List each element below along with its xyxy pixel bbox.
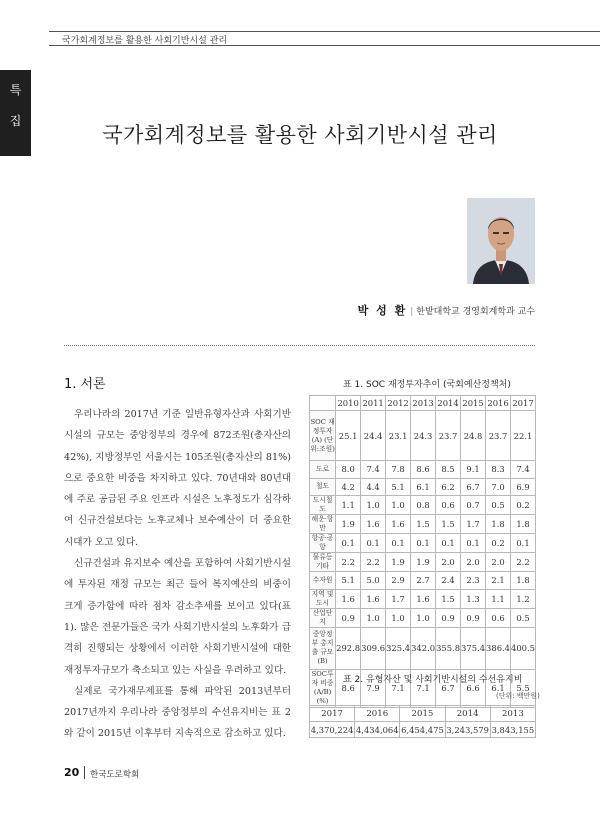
table-cell: 1.9 bbox=[411, 553, 436, 572]
table1-row-label: SOC 재정투자(A) (단위:조원) bbox=[310, 411, 336, 461]
table-cell: 0.9 bbox=[436, 608, 461, 627]
table-row bbox=[310, 627, 536, 669]
table-cell: 9.1 bbox=[461, 461, 486, 479]
table-cell: 5.1 bbox=[336, 572, 361, 590]
table1-year: 2016 bbox=[486, 396, 511, 411]
table-cell: 24.8 bbox=[461, 411, 486, 461]
table-cell: 2.4 bbox=[436, 572, 461, 590]
table-cell: 1.0 bbox=[361, 608, 386, 627]
page-title: 국가회계정보를 활용한 사회기반시설 관리 bbox=[102, 123, 498, 147]
table-cell: 1.0 bbox=[411, 608, 436, 627]
table-cell: 6.7 bbox=[461, 478, 486, 496]
author-photo bbox=[467, 198, 535, 284]
table-cell: 6.1 bbox=[486, 669, 511, 707]
table-cell: 2.2 bbox=[511, 553, 536, 572]
table-cell: 2.0 bbox=[486, 553, 511, 572]
table-cell: 5.1 bbox=[386, 478, 411, 496]
table-cell: 309.6 bbox=[361, 627, 386, 669]
table-cell: 22.1 bbox=[511, 411, 536, 461]
table-cell: 0.9 bbox=[461, 608, 486, 627]
table-cell: 1.5 bbox=[436, 515, 461, 534]
table-cell: 2.0 bbox=[436, 553, 461, 572]
table-cell: 375.4 bbox=[461, 627, 486, 669]
body-text bbox=[64, 404, 291, 745]
table-cell: 6.7 bbox=[436, 669, 461, 707]
table-cell: 6,454,475 bbox=[400, 722, 445, 738]
table-cell: 5.0 bbox=[361, 572, 386, 590]
table-cell: 7.0 bbox=[486, 478, 511, 496]
page-number: 20 bbox=[64, 766, 80, 779]
table-cell: 23.1 bbox=[386, 411, 411, 461]
table-cell: 0.6 bbox=[436, 496, 461, 515]
table-cell: 8.6 bbox=[336, 669, 361, 707]
table1-row-label: 물류등 기타 bbox=[310, 553, 336, 572]
table-cell: 1.6 bbox=[361, 589, 386, 608]
table-row bbox=[310, 478, 536, 496]
table-cell: 8.0 bbox=[336, 461, 361, 479]
table-cell: 4,370,224 bbox=[310, 722, 355, 738]
table-cell: 4.2 bbox=[336, 478, 361, 496]
table-cell: 25.1 bbox=[336, 411, 361, 461]
table-cell: 7.4 bbox=[511, 461, 536, 479]
table-row bbox=[310, 496, 536, 515]
table-cell: 0.1 bbox=[511, 534, 536, 553]
table-row bbox=[310, 534, 536, 553]
table1-row-label: 수자원 bbox=[310, 572, 336, 590]
table-cell: 0.1 bbox=[361, 534, 386, 553]
table-cell: 1.6 bbox=[411, 589, 436, 608]
table-cell: 355.8 bbox=[436, 627, 461, 669]
table1-row-label: 항공·공항 bbox=[310, 534, 336, 553]
table2-year: 2016 bbox=[355, 706, 400, 722]
table-cell: 386.4 bbox=[486, 627, 511, 669]
table2-unit: (단위: 백만원) bbox=[496, 692, 540, 700]
table2-caption: 표 2. 유형자산 및 사회기반시설의 수선유지비 bbox=[343, 675, 523, 685]
table-cell: 1.6 bbox=[386, 515, 411, 534]
table-cell: 1.6 bbox=[336, 589, 361, 608]
table1-row-label: 도로 bbox=[310, 461, 336, 479]
soc-investment-table bbox=[309, 395, 536, 708]
table-cell: 7.1 bbox=[411, 669, 436, 707]
table-cell: 4.4 bbox=[361, 478, 386, 496]
table1-header-row bbox=[310, 396, 536, 411]
table1-row-label: 산업단지 bbox=[310, 608, 336, 627]
table-cell: 1.0 bbox=[386, 608, 411, 627]
table-row bbox=[310, 608, 536, 627]
table-cell: 1.2 bbox=[511, 589, 536, 608]
table-cell: 23.7 bbox=[486, 411, 511, 461]
publisher-name: 한국도로학회 bbox=[90, 770, 140, 780]
table1-year: 2014 bbox=[436, 396, 461, 411]
table-cell: 1.9 bbox=[386, 553, 411, 572]
table2-year: 2017 bbox=[310, 706, 355, 722]
table2-year: 2014 bbox=[445, 706, 490, 722]
table-cell: 400.5 bbox=[511, 627, 536, 669]
body-paragraph-3: 실제로 국가재무제표를 통해 파악된 2013년부터 2017년까지 우리나라 중앙정부의 수선유지비는 표 2와 같이 2015년 이후부터 지속적으로 감소하고 있다. bbox=[64, 685, 291, 740]
author-affiliation: 한밭대학교 경영회계학과 교수 bbox=[416, 307, 535, 317]
table-cell: 0.1 bbox=[461, 534, 486, 553]
table-cell: 1.5 bbox=[411, 515, 436, 534]
table-cell: 0.1 bbox=[386, 534, 411, 553]
table2-year: 2013 bbox=[490, 706, 535, 722]
table-row bbox=[310, 722, 536, 738]
table-cell: 7.1 bbox=[386, 669, 411, 707]
table-cell: 1.1 bbox=[486, 589, 511, 608]
author-name: 박 성 환 bbox=[357, 304, 408, 317]
table-cell: 3,843,155 bbox=[490, 722, 535, 738]
table-cell: 6.1 bbox=[411, 478, 436, 496]
table-cell: 1.3 bbox=[461, 589, 486, 608]
table-cell: 0.6 bbox=[486, 608, 511, 627]
maintenance-cost-table bbox=[309, 705, 536, 738]
table-cell: 0.1 bbox=[411, 534, 436, 553]
dotted-divider bbox=[64, 345, 535, 346]
table1-year: 2012 bbox=[386, 396, 411, 411]
body-paragraph-2: 신규건설과 유지보수 예산을 포함하여 사회기반시설에 투자된 재정 규모는 최근 들어 복지예산의 비중이 크게 증가함에 따라 점차 감소추세를 보이고 있다(표 1). 많은 전문가들은 국가 사회기반시설의 노후화가 급격히 진행되는 상황에서 이러한 사회기반시설에 대한 재정투자규모가 축소되고 있는 사실을 우려하고 있다. bbox=[64, 558, 291, 676]
table-cell: 1.8 bbox=[511, 515, 536, 534]
table-cell: 1.5 bbox=[436, 589, 461, 608]
table1-row-label: 철도 bbox=[310, 478, 336, 496]
table-row bbox=[310, 589, 536, 608]
table-cell: 2.0 bbox=[461, 553, 486, 572]
table-cell: 6.9 bbox=[511, 478, 536, 496]
table-cell: 8.3 bbox=[486, 461, 511, 479]
table-cell: 24.3 bbox=[411, 411, 436, 461]
table-row bbox=[310, 553, 536, 572]
body-paragraph-1: 우리나라의 2017년 기준 일반유형자산과 사회기반시설의 규모는 중앙정부의 경우에 872조원(총자산의 42%), 지방정부인 서울시는 105조원(총자산의 81%)으로 중요한 비중을 차지하고 있다. 70년대와 80년대에 주로 공급된 주요 인프라 시설은 노후정도가 심각하여 신규건설보다는 노후교체나 보수예산이 더 중요한 시대가 오고 있다. bbox=[64, 409, 291, 548]
table-cell: 7.4 bbox=[361, 461, 386, 479]
special-tab-char-2: 집 bbox=[9, 114, 22, 128]
table-cell: 1.6 bbox=[361, 515, 386, 534]
table1-year: 2011 bbox=[361, 396, 386, 411]
table-cell: 0.2 bbox=[511, 496, 536, 515]
footer-separator bbox=[84, 766, 85, 779]
table-cell: 0.5 bbox=[486, 496, 511, 515]
table-row bbox=[310, 515, 536, 534]
table1-row-label: 해운·항만 bbox=[310, 515, 336, 534]
table-cell: 0.2 bbox=[486, 534, 511, 553]
running-header bbox=[49, 31, 600, 46]
table-cell: 3,243,579 bbox=[445, 722, 490, 738]
author-byline: 박 성 환 | 한밭대학교 경영회계학과 교수 bbox=[357, 304, 535, 317]
table1-year: 2015 bbox=[461, 396, 486, 411]
table-cell: 7.8 bbox=[386, 461, 411, 479]
table-cell: 8.6 bbox=[411, 461, 436, 479]
table-cell: 1.8 bbox=[486, 515, 511, 534]
table-cell: 1.8 bbox=[511, 572, 536, 590]
table-row bbox=[310, 572, 536, 590]
table1-row-label: 도시철도 bbox=[310, 496, 336, 515]
table-row bbox=[310, 461, 536, 479]
table-cell: 6.2 bbox=[436, 478, 461, 496]
table-cell: 8.5 bbox=[436, 461, 461, 479]
table-cell: 342.0 bbox=[411, 627, 436, 669]
table-cell: 1.7 bbox=[386, 589, 411, 608]
table-cell: 24.4 bbox=[361, 411, 386, 461]
table-cell: 2.2 bbox=[361, 553, 386, 572]
table-cell: 1.1 bbox=[336, 496, 361, 515]
table-cell: 4,434,064 bbox=[355, 722, 400, 738]
table1-row-label: 중앙정부 총지출 규모(B) bbox=[310, 627, 336, 669]
table-cell: 0.1 bbox=[336, 534, 361, 553]
table-cell: 2.3 bbox=[461, 572, 486, 590]
table-cell: 0.7 bbox=[461, 496, 486, 515]
table-cell: 2.1 bbox=[486, 572, 511, 590]
table1-row-label: SOC투자 비중 (A/B)(%) bbox=[310, 669, 336, 707]
table2-year: 2015 bbox=[400, 706, 445, 722]
table1-year: 2010 bbox=[336, 396, 361, 411]
table-cell: 1.9 bbox=[336, 515, 361, 534]
section-heading: 1. 서론 bbox=[64, 377, 106, 392]
table-cell: 2.9 bbox=[386, 572, 411, 590]
special-tab-char-1: 특 bbox=[9, 83, 22, 97]
table-cell: 0.5 bbox=[511, 608, 536, 627]
table-cell: 6.6 bbox=[461, 669, 486, 707]
table-cell: 23.7 bbox=[436, 411, 461, 461]
table-cell: 292.8 bbox=[336, 627, 361, 669]
table-cell: 1.0 bbox=[361, 496, 386, 515]
table-cell: 1.0 bbox=[386, 496, 411, 515]
table-cell: 0.9 bbox=[336, 608, 361, 627]
table1-caption: 표 1. SOC 재정투자추이 (국회예산정책처) bbox=[343, 380, 511, 390]
table-cell: 0.1 bbox=[436, 534, 461, 553]
table-cell: 0.8 bbox=[411, 496, 436, 515]
table1-corner bbox=[310, 396, 336, 411]
table-cell: 7.9 bbox=[361, 669, 386, 707]
table2-header-row bbox=[310, 706, 536, 722]
table-cell: 325.4 bbox=[386, 627, 411, 669]
table1-year: 2017 bbox=[511, 396, 536, 411]
running-header-title: 국가회계정보를 활용한 사회기반시설 관리 bbox=[62, 36, 228, 46]
table1-row-label: 지역 및 도시 bbox=[310, 589, 336, 608]
table-cell: 5.5 bbox=[511, 669, 536, 707]
table-row bbox=[310, 411, 536, 461]
table1-year: 2013 bbox=[411, 396, 436, 411]
table-cell: 2.2 bbox=[336, 553, 361, 572]
author-portrait-icon bbox=[467, 198, 535, 284]
table-cell: 1.7 bbox=[461, 515, 486, 534]
table-cell: 2.7 bbox=[411, 572, 436, 590]
